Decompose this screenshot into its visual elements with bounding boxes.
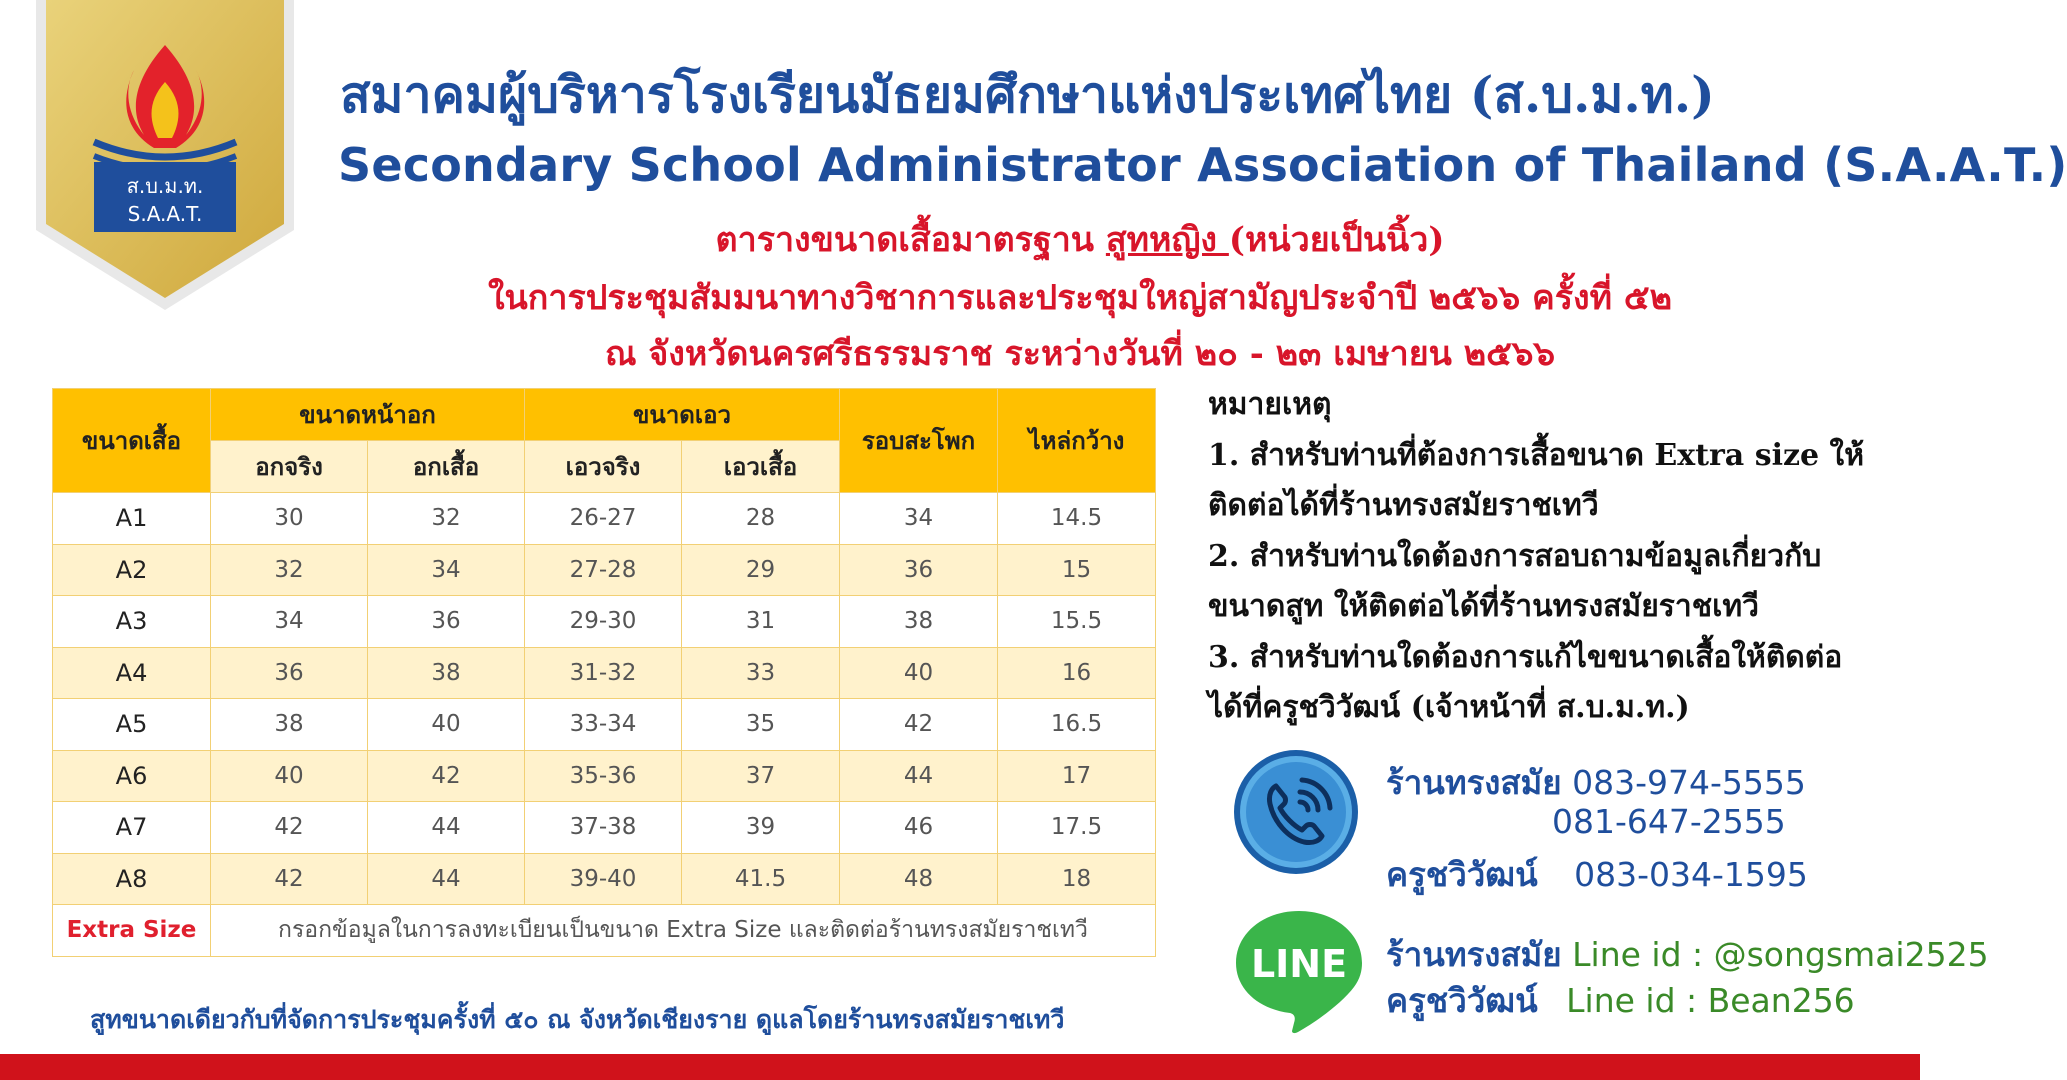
logo-text-th: ส.บ.ม.ท. xyxy=(126,174,204,198)
hip-cell: 34 xyxy=(840,493,998,545)
teacher-line-id[interactable]: Line id : Bean256 xyxy=(1566,981,1855,1020)
remarks-section xyxy=(1208,380,1908,734)
teacher-line-contact xyxy=(1386,974,1855,1027)
suit-size-table xyxy=(52,388,1156,957)
association-title-thai: สมาคมผู้บริหารโรงเรียนมัธยมศึกษาแห่งประเทศไทย (ส.บ.ม.ท.) xyxy=(340,65,1715,124)
phone-icon xyxy=(1232,748,1360,876)
shop-phone-2[interactable]: 081-647-2555 xyxy=(1552,802,1786,841)
shoulder-cell: 18 xyxy=(998,853,1156,905)
chest-shirt-cell: 34 xyxy=(368,544,525,596)
shoulder-cell: 16.5 xyxy=(998,699,1156,751)
header-hip: รอบสะโพก xyxy=(840,389,998,493)
table-row xyxy=(53,699,1156,751)
shop-phone-1[interactable]: 083-974-5555 xyxy=(1572,763,1806,802)
table-title xyxy=(300,212,1860,266)
chest-real-cell: 36 xyxy=(211,647,368,699)
header-chest-real: อกจริง xyxy=(211,441,368,493)
chest-real-cell: 40 xyxy=(211,750,368,802)
size-cell: A8 xyxy=(53,853,211,905)
shoulder-cell: 15.5 xyxy=(998,596,1156,648)
waist-shirt-cell: 33 xyxy=(682,647,840,699)
shop-line-id[interactable]: Line id : @songsmai2525 xyxy=(1572,935,1989,974)
shoulder-cell: 15 xyxy=(998,544,1156,596)
shoulder-cell: 17 xyxy=(998,750,1156,802)
chest-shirt-cell: 36 xyxy=(368,596,525,648)
table-title-post: (หน่วยเป็นนิ้ว) xyxy=(1228,220,1445,260)
association-title-english: Secondary School Administrator Association of Thailand (S.A.A.T.) xyxy=(338,138,2067,192)
table-title-underlined: สูทหญิง xyxy=(1105,220,1229,260)
logo-text-en: S.A.A.T. xyxy=(127,202,203,226)
header-waist: ขนาดเอว xyxy=(525,389,840,441)
waist-shirt-cell: 35 xyxy=(682,699,840,751)
chest-real-cell: 42 xyxy=(211,802,368,854)
chest-shirt-cell: 44 xyxy=(368,802,525,854)
table-row xyxy=(53,544,1156,596)
event-subtitle: ในการประชุมสัมมนาทางวิชาการและประชุมใหญ่สามัญประจำปี ๒๕๖๖ ครั้งที่ ๕๒ xyxy=(487,278,1673,318)
shoulder-cell: 14.5 xyxy=(998,493,1156,545)
table-row-extra-size xyxy=(53,905,1156,957)
table-footnote: สูทขนาดเดียวกับที่จัดการประชุมครั้งที่ ๕๐ ณ จังหวัดเชียงราย ดูแลโดยร้านทรงสมัยราชเทวี xyxy=(90,1005,1065,1034)
header-size: ขนาดเสื้อ xyxy=(53,389,211,493)
waist-real-cell: 29-30 xyxy=(525,596,682,648)
waist-shirt-cell: 29 xyxy=(682,544,840,596)
chest-shirt-cell: 42 xyxy=(368,750,525,802)
hip-cell: 44 xyxy=(840,750,998,802)
remark-line: 3. สำหรับท่านใดต้องการแก้ไขขนาดเสื้อให้ติดต่อ xyxy=(1208,639,1843,675)
bottom-red-bar xyxy=(0,1054,1920,1080)
table-row xyxy=(53,596,1156,648)
chest-shirt-cell: 32 xyxy=(368,493,525,545)
remark-line: 1. สำหรับท่านที่ต้องการเสื้อขนาด Extra size ให้ xyxy=(1208,437,1864,473)
header-chest-shirt: อกเสื้อ xyxy=(368,441,525,493)
size-cell: A5 xyxy=(53,699,211,751)
size-cell: A7 xyxy=(53,802,211,854)
waist-real-cell: 39-40 xyxy=(525,853,682,905)
header-shoulder: ไหล่กว้าง xyxy=(998,389,1156,493)
chest-shirt-cell: 38 xyxy=(368,647,525,699)
extra-size-instruction: กรอกข้อมูลในการลงทะเบียนเป็นขนาด Extra Size และติดต่อร้านทรงสมัยราชเทวี xyxy=(211,905,1156,957)
table-row xyxy=(53,853,1156,905)
waist-shirt-cell: 39 xyxy=(682,802,840,854)
shop-phone-contact-2 xyxy=(1552,802,1786,841)
waist-real-cell: 33-34 xyxy=(525,699,682,751)
line-icon-text: LINE xyxy=(1250,942,1348,986)
line-teacher-name: ครูชวิวัฒน์ xyxy=(1386,981,1538,1020)
waist-real-cell: 27-28 xyxy=(525,544,682,596)
table-row xyxy=(53,750,1156,802)
size-cell: A3 xyxy=(53,596,211,648)
chest-real-cell: 32 xyxy=(211,544,368,596)
chest-real-cell: 38 xyxy=(211,699,368,751)
table-row xyxy=(53,647,1156,699)
chest-shirt-cell: 40 xyxy=(368,699,525,751)
size-cell: A1 xyxy=(53,493,211,545)
hip-cell: 40 xyxy=(840,647,998,699)
event-location-date: ณ จังหวัดนครศรีธรรมราช ระหว่างวันที่ ๒๐ - ๒๓ เมษายน ๒๕๖๖ xyxy=(604,334,1556,374)
shoulder-cell: 17.5 xyxy=(998,802,1156,854)
teacher-phone-contact xyxy=(1386,848,1808,901)
remark-line: ขนาดสูท ให้ติดต่อได้ที่ร้านทรงสมัยราชเทวี xyxy=(1208,589,1759,624)
teacher-phone[interactable]: 083-034-1595 xyxy=(1574,855,1808,894)
header-waist-shirt: เอวเสื้อ xyxy=(682,441,840,493)
waist-shirt-cell: 28 xyxy=(682,493,840,545)
waist-real-cell: 26-27 xyxy=(525,493,682,545)
remark-line: ติดต่อได้ที่ร้านทรงสมัยราชเทวี xyxy=(1208,488,1599,523)
hip-cell: 46 xyxy=(840,802,998,854)
table-title-pre: ตารางขนาดเสื้อมาตรฐาน xyxy=(715,220,1106,260)
size-cell: A4 xyxy=(53,647,211,699)
chest-real-cell: 30 xyxy=(211,493,368,545)
shop-name: ร้านทรงสมัย xyxy=(1386,763,1562,802)
saat-logo xyxy=(36,0,294,310)
size-cell: A2 xyxy=(53,544,211,596)
teacher-name: ครูชวิวัฒน์ xyxy=(1386,855,1538,894)
hip-cell: 38 xyxy=(840,596,998,648)
waist-real-cell: 31-32 xyxy=(525,647,682,699)
hip-cell: 36 xyxy=(840,544,998,596)
remark-line: 2. สำหรับท่านใดต้องการสอบถามข้อมูลเกี่ยวกับ xyxy=(1208,538,1822,574)
chest-shirt-cell: 44 xyxy=(368,853,525,905)
header-chest: ขนาดหน้าอก xyxy=(211,389,525,441)
line-shop-name: ร้านทรงสมัย xyxy=(1386,935,1562,974)
extra-size-label: Extra Size xyxy=(53,905,211,957)
chest-real-cell: 42 xyxy=(211,853,368,905)
chest-real-cell: 34 xyxy=(211,596,368,648)
table-row xyxy=(53,802,1156,854)
waist-shirt-cell: 41.5 xyxy=(682,853,840,905)
waist-real-cell: 35-36 xyxy=(525,750,682,802)
table-row xyxy=(53,493,1156,545)
hip-cell: 42 xyxy=(840,699,998,751)
header-waist-real: เอวจริง xyxy=(525,441,682,493)
remark-line: ได้ที่ครูชวิวัฒน์ (เจ้าหน้าที่ ส.บ.ม.ท.) xyxy=(1208,690,1690,725)
waist-shirt-cell: 31 xyxy=(682,596,840,648)
size-cell: A6 xyxy=(53,750,211,802)
shoulder-cell: 16 xyxy=(998,647,1156,699)
hip-cell: 48 xyxy=(840,853,998,905)
waist-shirt-cell: 37 xyxy=(682,750,840,802)
line-app-icon xyxy=(1232,905,1366,1035)
waist-real-cell: 37-38 xyxy=(525,802,682,854)
remarks-title: หมายเหตุ xyxy=(1208,387,1332,422)
